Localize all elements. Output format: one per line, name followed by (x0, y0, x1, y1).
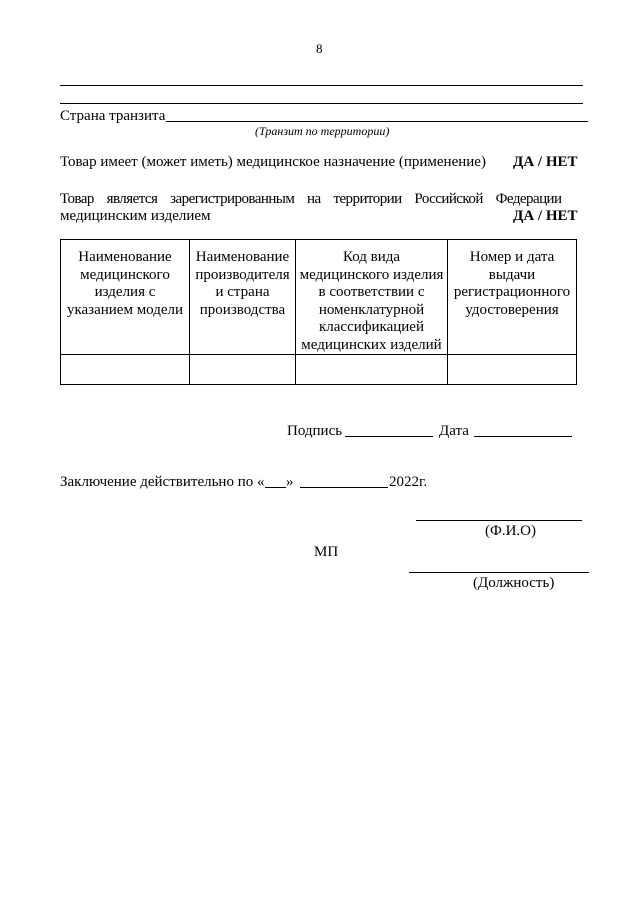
signature-label: Подпись (287, 423, 343, 439)
conclusion-quote-close: » (286, 474, 294, 490)
header-device-code: Код вида медицинского изделия в соответствии с номенклатурной классификацией медицинских изделий (296, 240, 448, 355)
registered-answer[interactable]: ДА / НЕТ (513, 208, 578, 224)
position-field[interactable] (409, 572, 589, 573)
blank-line-2 (60, 103, 583, 104)
header-registration: Номер и дата выдачи регистрационного удостоверения (448, 240, 577, 355)
header-manufacturer: Наименование производителя и страна производства (190, 240, 296, 355)
medical-purpose-text: Товар имеет (может иметь) медицинское назначение (применение) (60, 154, 486, 170)
transit-caption: (Транзит по территории) (255, 124, 390, 138)
conclusion-year: 2022г. (389, 474, 428, 490)
position-caption: (Должность) (473, 575, 555, 591)
table-header-row (61, 240, 577, 355)
conclusion-prefix: Заключение действительно по « (60, 474, 265, 490)
fio-field[interactable] (416, 520, 582, 521)
fio-caption: (Ф.И.О) (485, 523, 537, 539)
page-number: 8 (316, 41, 323, 56)
registered-text-line1: Товар является зарегистрированным на территории Российской Федерации (60, 191, 562, 207)
medical-purpose-answer[interactable]: ДА / НЕТ (513, 154, 578, 170)
table-cell[interactable] (296, 355, 448, 385)
registered-text-line2: медицинским изделием (60, 208, 211, 224)
date-label: Дата (439, 423, 469, 439)
conclusion-month-field[interactable] (300, 487, 388, 488)
table-cell[interactable] (61, 355, 190, 385)
conclusion-day-field[interactable] (265, 487, 286, 488)
transit-country-field[interactable] (166, 121, 588, 122)
table-cell[interactable] (190, 355, 296, 385)
transit-country-label: Страна транзита (60, 108, 166, 124)
date-field[interactable] (474, 436, 572, 437)
table-row (61, 355, 577, 385)
blank-line-1 (60, 85, 583, 86)
header-device-name: Наименование медицинского изделия с указанием модели (61, 240, 190, 355)
medical-device-table (60, 239, 577, 385)
stamp-place-label: МП (314, 544, 339, 560)
signature-field[interactable] (345, 436, 433, 437)
table-cell[interactable] (448, 355, 577, 385)
